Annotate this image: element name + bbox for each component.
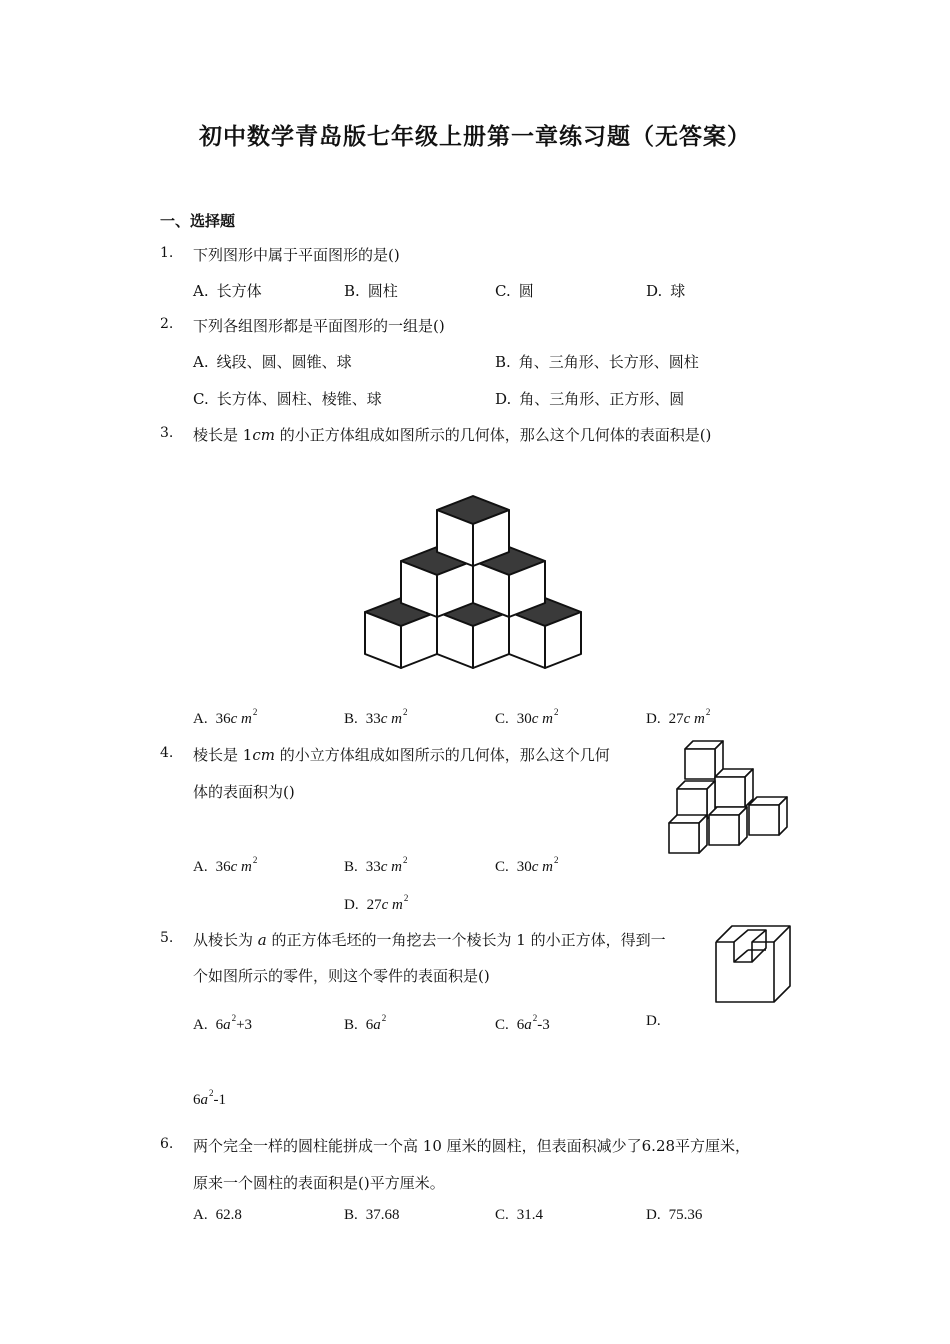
option-d: D. 角、三角形、正方形、圆 xyxy=(495,390,685,408)
option-c: C. 长方体、圆柱、棱锥、球 xyxy=(193,390,382,408)
section-heading: 一、选择题 xyxy=(160,212,236,230)
question-number: 4. xyxy=(160,745,174,761)
option-a: A. 62.8 xyxy=(193,1207,242,1223)
cube-stack-figure xyxy=(665,735,795,855)
option-a: A. 长方体 xyxy=(193,282,262,300)
option-b: B. 33c $m^2$ xyxy=(344,707,408,727)
question-number: 2. xyxy=(160,316,174,332)
option-c: C. 30c $m^2$ xyxy=(495,855,559,875)
question-stem: 下列图形中属于平面图形的是() xyxy=(193,246,400,264)
question-number: 1. xyxy=(160,245,174,261)
option-a: A. 36c $m^2$ xyxy=(193,707,258,727)
option-b: B. $6a^2$ xyxy=(344,1013,387,1033)
question-stem-line2: 体的表面积为() xyxy=(193,783,295,801)
option-d-label: D. xyxy=(646,1013,661,1029)
option-c: C. 31.4 xyxy=(495,1207,544,1223)
cube-pyramid-figure xyxy=(360,490,590,690)
option-b: B. 37.68 xyxy=(344,1207,400,1223)
option-b: B. 圆柱 xyxy=(344,282,398,300)
question-stem-line2: 原来一个圆柱的表面积是()平方厘米。 xyxy=(193,1174,445,1192)
question-stem-line2: 个如图所示的零件，则这个零件的表面积是() xyxy=(193,967,490,985)
option-d-value: $6a^2-1$ xyxy=(193,1088,226,1108)
option-c: C. 圆 xyxy=(495,282,534,300)
question-number: 6. xyxy=(160,1136,174,1152)
option-c: C. 30c $m^2$ xyxy=(495,707,559,727)
option-a: A. $6a^2+3$ xyxy=(193,1013,253,1033)
option-b: B. 角、三角形、长方形、圆柱 xyxy=(495,353,699,371)
option-a: A. 线段、圆、圆锥、球 xyxy=(193,353,352,371)
question-stem: 棱长是 1cm 的小立方体组成如图所示的几何体，那么这个几何 xyxy=(193,746,610,764)
question-stem: 下列各组图形都是平面图形的一组是() xyxy=(193,317,445,335)
option-d: D. 27c $m^2$ xyxy=(646,707,711,727)
option-a: A. 36c $m^2$ xyxy=(193,855,258,875)
question-number: 5. xyxy=(160,930,174,946)
notched-cube-figure xyxy=(712,922,796,1006)
option-c: C. $6a^2-3$ xyxy=(495,1013,550,1033)
question-stem: 从棱长为 a 的正方体毛坯的一角挖去一个棱长为 1 的小正方体，得到一 xyxy=(193,931,666,949)
question-stem: 棱长是 1cm 的小正方体组成如图所示的几何体，那么这个几何体的表面积是() xyxy=(193,426,712,444)
question-stem: 两个完全一样的圆柱能拼成一个高 10 厘米的圆柱，但表面积减少了6.28平方厘米， xyxy=(193,1137,751,1155)
page-title: 初中数学青岛版七年级上册第一章练习题（无答案） xyxy=(199,123,751,150)
option-d: D. 27c $m^2$ xyxy=(344,893,409,913)
option-d: D. 球 xyxy=(646,282,686,300)
question-number: 3. xyxy=(160,425,174,441)
option-b: B. 33c $m^2$ xyxy=(344,855,408,875)
option-d: D. 75.36 xyxy=(646,1207,703,1223)
